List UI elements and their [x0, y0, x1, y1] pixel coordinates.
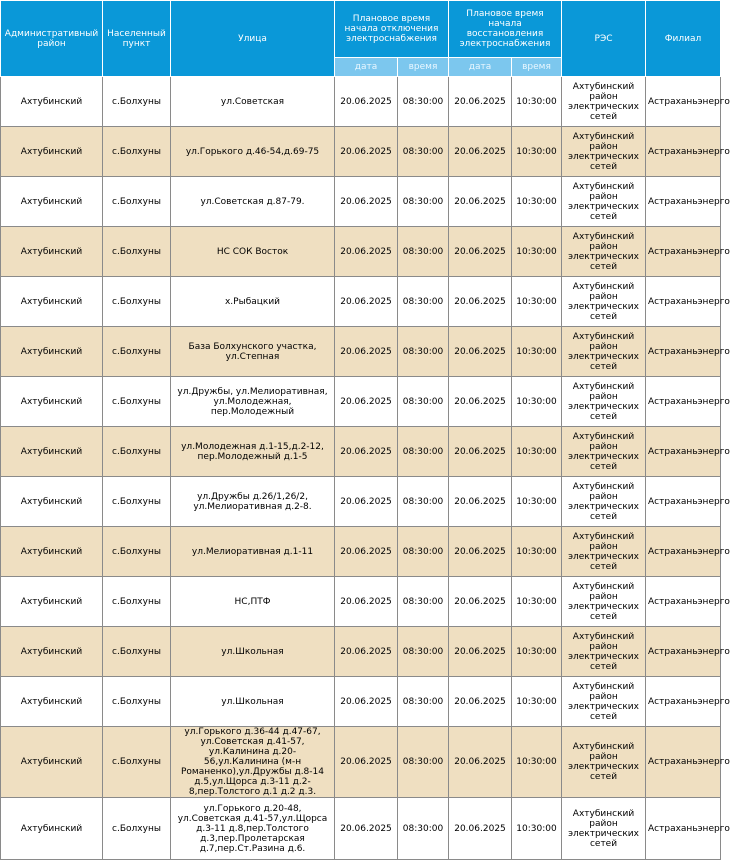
cell-district: Ахтубинский — [1, 77, 103, 127]
cell-locality: с.Болхуны — [103, 727, 171, 798]
cell-off-time: 08:30:00 — [398, 427, 449, 477]
cell-branch: Астраханьэнерго — [646, 127, 721, 177]
cell-on-time: 10:30:00 — [512, 277, 562, 327]
cell-street: ул.Горького д.46-54,д.69-75 — [171, 127, 335, 177]
cell-on-date: 20.06.2025 — [449, 327, 512, 377]
cell-district: Ахтубинский — [1, 377, 103, 427]
cell-on-time: 10:30:00 — [512, 77, 562, 127]
header-row — [1, 1, 721, 58]
cell-off-time: 08:30:00 — [398, 77, 449, 127]
cell-res: Ахтубинский район электрических сетей — [562, 177, 646, 227]
table-row — [1, 277, 721, 327]
table-body — [1, 77, 730, 860]
cell-off-time: 08:30:00 — [398, 327, 449, 377]
cell-off-time: 08:30:00 — [398, 277, 449, 327]
cell-on-date: 20.06.2025 — [449, 127, 512, 177]
cell-locality: с.Болхуны — [103, 327, 171, 377]
cell-off-date: 20.06.2025 — [335, 127, 398, 177]
cell-on-date: 20.06.2025 — [449, 527, 512, 577]
cell-res: Ахтубинский район электрических сетей — [562, 677, 646, 727]
cell-district: Ахтубинский — [1, 327, 103, 377]
cell-street: ул.Школьная — [171, 627, 335, 677]
cell-locality: с.Болхуны — [103, 227, 171, 277]
cell-district: Ахтубинский — [1, 527, 103, 577]
cell-branch: Астраханьэнерго — [646, 477, 721, 527]
cell-locality: с.Болхуны — [103, 798, 171, 860]
table-row — [1, 727, 721, 798]
subheader-off-time: время — [398, 58, 449, 77]
cell-off-date: 20.06.2025 — [335, 527, 398, 577]
cell-off-date: 20.06.2025 — [335, 677, 398, 727]
cell-district: Ахтубинский — [1, 427, 103, 477]
header-street: Улица — [171, 1, 335, 77]
cell-branch: Астраханьэнерго — [646, 677, 721, 727]
header-res: РЭС — [562, 1, 646, 77]
cell-branch: Астраханьэнерго — [646, 727, 721, 798]
table-row — [1, 377, 721, 427]
cell-locality: с.Болхуны — [103, 277, 171, 327]
cell-street: ул.Молодежная д.1-15,д.2-12, пер.Молодежный д.1-5 — [171, 427, 335, 477]
cell-street: ул.Советская — [171, 77, 335, 127]
table-row — [1, 627, 721, 677]
table-row — [1, 427, 721, 477]
cell-street: ул.Школьная — [171, 677, 335, 727]
cell-locality: с.Болхуны — [103, 127, 171, 177]
cell-on-date: 20.06.2025 — [449, 627, 512, 677]
table-row — [1, 227, 721, 277]
cell-street: ул.Мелиоративная д.1-11 — [171, 527, 335, 577]
cell-off-time: 08:30:00 — [398, 127, 449, 177]
cell-off-time: 08:30:00 — [398, 527, 449, 577]
cell-locality: с.Болхуны — [103, 377, 171, 427]
cell-locality: с.Болхуны — [103, 527, 171, 577]
header-district: Административный район — [1, 1, 103, 77]
cell-res: Ахтубинский район электрических сетей — [562, 277, 646, 327]
cell-off-date: 20.06.2025 — [335, 798, 398, 860]
cell-off-time: 08:30:00 — [398, 727, 449, 798]
cell-off-date: 20.06.2025 — [335, 327, 398, 377]
cell-on-date: 20.06.2025 — [449, 227, 512, 277]
cell-street: ул.Советская д.87-79. — [171, 177, 335, 227]
cell-street: ул.Горького д.36-44 д.47-67, ул.Советская д.41-57, ул.Калинина д.20-56,ул.Калинина (м-н Романенко),ул.Дружбы д.8-14 д.5,ул.Щорса д.3-11 д.2-8,пер.Толстого д.1 д.2 д.3. — [171, 727, 335, 798]
cell-branch: Астраханьэнерго — [646, 627, 721, 677]
cell-district: Ахтубинский — [1, 127, 103, 177]
cell-street: НС,ПТФ — [171, 577, 335, 627]
cell-on-date: 20.06.2025 — [449, 727, 512, 798]
cell-off-time: 08:30:00 — [398, 627, 449, 677]
cell-off-time: 08:30:00 — [398, 177, 449, 227]
cell-locality: с.Болхуны — [103, 177, 171, 227]
cell-off-date: 20.06.2025 — [335, 227, 398, 277]
header-locality: Населенный пункт — [103, 1, 171, 77]
cell-on-time: 10:30:00 — [512, 327, 562, 377]
cell-on-date: 20.06.2025 — [449, 677, 512, 727]
cell-street: НС СОК Восток — [171, 227, 335, 277]
cell-street: ул.Дружбы, ул.Мелиоративная, ул.Молодежная, пер.Молодежный — [171, 377, 335, 427]
cell-branch: Астраханьэнерго — [646, 277, 721, 327]
cell-branch: Астраханьэнерго — [646, 527, 721, 577]
subheader-off-date: дата — [335, 58, 398, 77]
cell-locality: с.Болхуны — [103, 77, 171, 127]
cell-on-time: 10:30:00 — [512, 127, 562, 177]
cell-off-date: 20.06.2025 — [335, 477, 398, 527]
header-branch: Филиал — [646, 1, 721, 77]
cell-off-date: 20.06.2025 — [335, 627, 398, 677]
cell-on-date: 20.06.2025 — [449, 77, 512, 127]
header-off-time: Плановое время начала отключения электроснабжения — [335, 1, 449, 58]
cell-district: Ахтубинский — [1, 627, 103, 677]
cell-locality: с.Болхуны — [103, 677, 171, 727]
cell-branch: Астраханьэнерго — [646, 798, 721, 860]
cell-off-date: 20.06.2025 — [335, 277, 398, 327]
cell-on-date: 20.06.2025 — [449, 177, 512, 227]
table-row — [1, 77, 721, 127]
cell-locality: с.Болхуны — [103, 427, 171, 477]
cell-district: Ахтубинский — [1, 677, 103, 727]
cell-res: Ахтубинский район электрических сетей — [562, 727, 646, 798]
cell-off-time: 08:30:00 — [398, 677, 449, 727]
cell-on-time: 10:30:00 — [512, 227, 562, 277]
table-row — [1, 677, 721, 727]
cell-res: Ахтубинский район электрических сетей — [562, 477, 646, 527]
cell-on-time: 10:30:00 — [512, 427, 562, 477]
cell-on-date: 20.06.2025 — [449, 798, 512, 860]
cell-on-date: 20.06.2025 — [449, 577, 512, 627]
subheader-on-date: дата — [449, 58, 512, 77]
cell-branch: Астраханьэнерго — [646, 227, 721, 277]
cell-off-date: 20.06.2025 — [335, 427, 398, 477]
cell-district: Ахтубинский — [1, 477, 103, 527]
cell-locality: с.Болхуны — [103, 477, 171, 527]
table-row — [1, 477, 721, 527]
cell-on-time: 10:30:00 — [512, 727, 562, 798]
cell-district: Ахтубинский — [1, 277, 103, 327]
cell-street: База Болхунского участка, ул.Степная — [171, 327, 335, 377]
cell-district: Ахтубинский — [1, 798, 103, 860]
cell-street: ул.Дружбы д.26/1,26/2, ул.Мелиоративная д.2-8. — [171, 477, 335, 527]
cell-on-time: 10:30:00 — [512, 627, 562, 677]
cell-district: Ахтубинский — [1, 227, 103, 277]
cell-res: Ахтубинский район электрических сетей — [562, 627, 646, 677]
cell-on-time: 10:30:00 — [512, 798, 562, 860]
cell-res: Ахтубинский район электрических сетей — [562, 527, 646, 577]
cell-street: ул.Горького д.20-48, ул.Советская д.41-57,ул.Щорса д.3-11 д.8,пер.Толстого д.3,пер.Пролетарская д.7,пер.Ст.Разина д.6. — [171, 798, 335, 860]
cell-district: Ахтубинский — [1, 177, 103, 227]
header-restore-time: Плановое время начала восстановления электроснабжения — [449, 1, 562, 58]
cell-district: Ахтубинский — [1, 727, 103, 798]
cell-res: Ахтубинский район электрических сетей — [562, 327, 646, 377]
table-row — [1, 798, 721, 860]
cell-on-time: 10:30:00 — [512, 377, 562, 427]
cell-on-date: 20.06.2025 — [449, 277, 512, 327]
cell-locality: с.Болхуны — [103, 577, 171, 627]
cell-locality: с.Болхуны — [103, 627, 171, 677]
cell-on-date: 20.06.2025 — [449, 427, 512, 477]
cell-on-date: 20.06.2025 — [449, 477, 512, 527]
cell-off-date: 20.06.2025 — [335, 727, 398, 798]
cell-branch: Астраханьэнерго — [646, 77, 721, 127]
cell-branch: Астраханьэнерго — [646, 577, 721, 627]
table-row — [1, 127, 721, 177]
table-row — [1, 177, 721, 227]
cell-off-date: 20.06.2025 — [335, 577, 398, 627]
cell-res: Ахтубинский район электрических сетей — [562, 227, 646, 277]
cell-res: Ахтубинский район электрических сетей — [562, 127, 646, 177]
cell-on-date: 20.06.2025 — [449, 377, 512, 427]
cell-res: Ахтубинский район электрических сетей — [562, 427, 646, 477]
cell-branch: Астраханьэнерго — [646, 377, 721, 427]
cell-off-time: 08:30:00 — [398, 477, 449, 527]
table-row — [1, 577, 721, 627]
cell-on-time: 10:30:00 — [512, 677, 562, 727]
cell-off-date: 20.06.2025 — [335, 377, 398, 427]
cell-off-date: 20.06.2025 — [335, 177, 398, 227]
cell-street: х.Рыбацкий — [171, 277, 335, 327]
cell-off-time: 08:30:00 — [398, 227, 449, 277]
table-row — [1, 527, 721, 577]
cell-branch: Астраханьэнерго — [646, 177, 721, 227]
cell-branch: Астраханьэнерго — [646, 327, 721, 377]
cell-on-time: 10:30:00 — [512, 527, 562, 577]
cell-branch: Астраханьэнерго — [646, 427, 721, 477]
cell-off-time: 08:30:00 — [398, 377, 449, 427]
cell-res: Ахтубинский район электрических сетей — [562, 577, 646, 627]
cell-off-time: 08:30:00 — [398, 798, 449, 860]
cell-res: Ахтубинский район электрических сетей — [562, 77, 646, 127]
cell-on-time: 10:30:00 — [512, 577, 562, 627]
subheader-on-time: время — [512, 58, 562, 77]
cell-on-time: 10:30:00 — [512, 177, 562, 227]
cell-off-time: 08:30:00 — [398, 577, 449, 627]
cell-off-date: 20.06.2025 — [335, 77, 398, 127]
cell-on-time: 10:30:00 — [512, 477, 562, 527]
cell-district: Ахтубинский — [1, 577, 103, 627]
table-row — [1, 327, 721, 377]
cell-res: Ахтубинский район электрических сетей — [562, 798, 646, 860]
cell-res: Ахтубинский район электрических сетей — [562, 377, 646, 427]
